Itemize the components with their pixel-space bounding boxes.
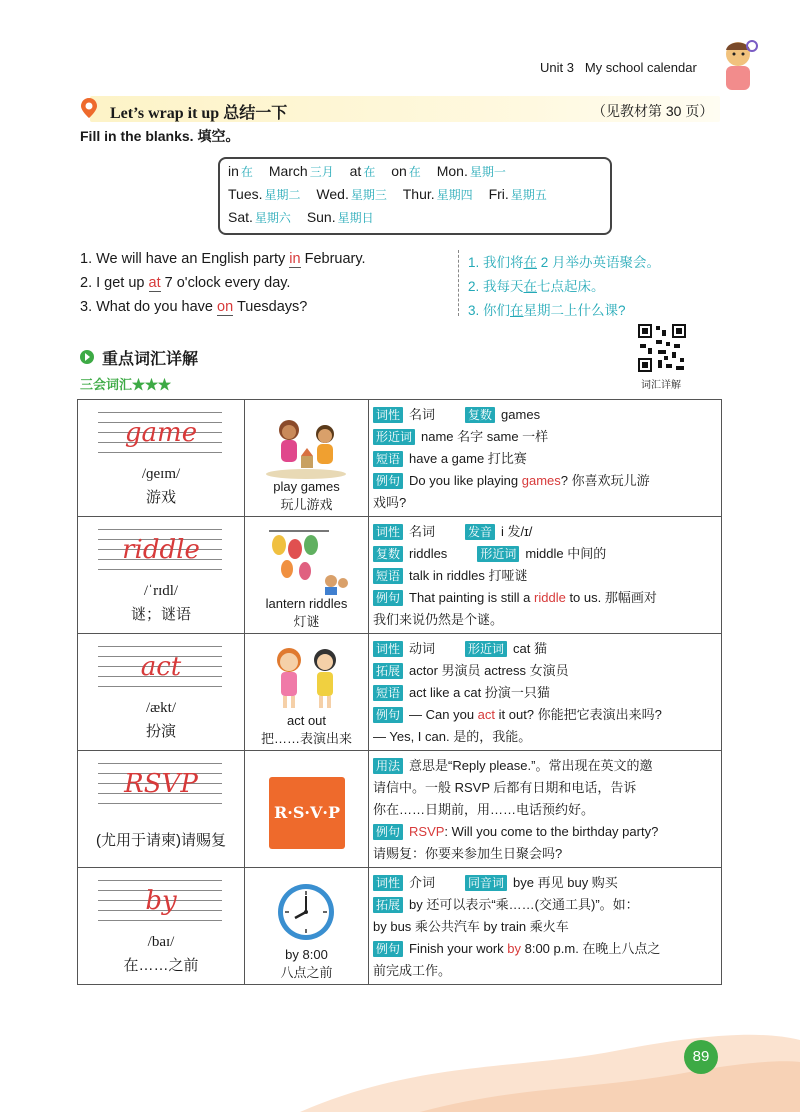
info-line (373, 609, 717, 631)
info-line (373, 799, 717, 821)
vocab-info (369, 634, 721, 750)
word-cn: 在 (240, 165, 253, 179)
info-text: games (501, 407, 541, 422)
vocab-row (78, 400, 722, 517)
word-meaning: 在……之前 (123, 957, 199, 974)
vocab-info-cell (369, 517, 722, 634)
page-number: 89 (684, 1040, 718, 1074)
info-tag: 形近词 (373, 429, 415, 445)
background-wave (0, 1000, 800, 1112)
word-cn: 在 (363, 165, 376, 179)
vocab-word-cell (78, 634, 245, 751)
sentence-text: 3. What do you have (80, 299, 218, 315)
word-item (307, 209, 374, 226)
info-tag: 短语 (373, 568, 403, 584)
word-item (391, 163, 421, 180)
info-line (373, 521, 717, 543)
word-item (489, 186, 547, 203)
info-line (373, 726, 717, 748)
word-box-row (228, 186, 602, 209)
word-meaning: 游戏 (145, 489, 176, 506)
info-tag: 短语 (373, 685, 403, 701)
translation-highlight: 在 (523, 279, 538, 294)
vocab-info-cell (369, 751, 722, 868)
pronunciation: /ækt/ (145, 700, 176, 716)
info-tag: 例句 (373, 473, 403, 489)
textbook-reference: （见教材第 30 页） (592, 103, 714, 119)
info-text: — Yes, I can. 是的，我能。 (373, 729, 532, 744)
location-pin-icon (80, 97, 98, 119)
info-text: by 还可以表示“乘……(交通工具)”。如： (409, 897, 639, 912)
picture-caption-cn: 八点之前 (280, 965, 333, 980)
vocab-word-cell (78, 751, 245, 868)
info-tag: 发音 (465, 524, 495, 540)
vocab-row (78, 868, 722, 985)
lantern-riddles-illustration (259, 525, 354, 597)
vocab-word-cell (78, 400, 245, 517)
word-box-row (228, 209, 602, 232)
example-text: 8:00 p.m. 在晚上八点之 (521, 941, 661, 956)
info-text: middle 中间的 (525, 546, 607, 561)
translation-text: 七点起床。 (537, 279, 605, 294)
picture-caption: play games (273, 479, 340, 494)
sentence-text: 2. I get up (80, 275, 149, 291)
vocab-info (369, 868, 721, 984)
word-item (403, 186, 473, 203)
info-line (373, 777, 717, 799)
word-en: Fri. (488, 186, 509, 202)
vocab-info-cell (369, 634, 722, 751)
word-box (218, 157, 612, 235)
example-text: Finish your work (409, 941, 508, 956)
word-cn: 在 (408, 165, 421, 179)
sentence-text: February. (300, 251, 366, 267)
headword: RSVP (124, 769, 198, 799)
example-keyword: riddle (534, 590, 566, 605)
info-line (373, 821, 717, 843)
word-cn: 星期一 (469, 165, 506, 179)
word-meaning: (尤用于请柬)请赐复 (96, 832, 226, 849)
word-cn: 星期五 (510, 188, 547, 202)
example-keyword: games (521, 473, 561, 488)
info-text: 戏吗? (373, 495, 407, 510)
headword: by (145, 886, 177, 916)
vocab-picture-cell (245, 400, 369, 517)
info-line (373, 682, 717, 704)
translation-highlight: 在 (510, 303, 524, 318)
section-bullet-icon (80, 350, 94, 364)
info-tag: 词性 (373, 875, 403, 891)
word-en: Mon. (436, 163, 468, 179)
vocab-row (78, 517, 722, 634)
headword: riddle (122, 535, 200, 565)
sentence-text: 1. We will have an English party (80, 251, 290, 267)
qr-code-icon[interactable] (636, 322, 688, 374)
info-text: name 名字 same 一样 (421, 429, 549, 444)
word-en: Wed. (316, 186, 349, 202)
translation-text: 1. 我们将 (468, 255, 524, 270)
vocab-picture-cell (245, 868, 369, 985)
picture-caption-cn: 把……表演出来 (260, 731, 352, 746)
word-en: Tues. (228, 186, 263, 202)
girls-acting-illustration (259, 642, 354, 714)
example-keyword: act (477, 707, 496, 722)
info-tag: 例句 (373, 707, 403, 723)
info-tag: 形近词 (465, 641, 507, 657)
example-text: : Will you come to the birthday party? (444, 824, 659, 839)
translation-text: 2. 我每天 (468, 279, 524, 294)
info-tag: 短语 (373, 451, 403, 467)
sentence-text: 7 o'clock every day. (160, 275, 291, 291)
headword: act (140, 652, 182, 682)
word-item (228, 163, 253, 180)
info-text: talk in riddles 打哑谜 (409, 568, 528, 583)
word-item (437, 163, 506, 180)
info-text: 你在……日期前，用……电话预约好。 (373, 802, 595, 817)
vocab-word-cell (78, 517, 245, 634)
answer-blank: in (289, 251, 301, 267)
info-line (373, 448, 717, 470)
info-text: 请信中。一般 RSVP 后都有日期和电话，告诉 (373, 780, 637, 795)
unit-number: Unit 3 (540, 60, 574, 75)
vocab-info (369, 517, 721, 633)
info-line (373, 638, 717, 660)
vocab-info-cell (369, 400, 722, 517)
info-line (373, 894, 717, 916)
vocab-info (369, 751, 721, 867)
info-line (373, 565, 717, 587)
rsvp-logo: R·S·V·P (269, 777, 345, 849)
fill-blanks-title: Fill in the blanks. 填空。 (80, 128, 240, 144)
info-line (373, 470, 717, 492)
info-line (373, 543, 717, 565)
info-text: 名词 (409, 524, 436, 539)
picture-caption-cn: 玩儿游戏 (280, 497, 333, 512)
example-keyword: by (507, 941, 521, 956)
word-item (269, 163, 334, 180)
info-tag: 词性 (373, 524, 403, 540)
qr-label: 词汇详解 (641, 380, 681, 391)
translation-2 (468, 275, 605, 295)
info-tag: 同音词 (465, 875, 507, 891)
word-cn: 星期六 (254, 211, 291, 225)
word-item (228, 209, 291, 226)
example-text: — Can you (409, 707, 478, 722)
info-text: actor 男演员 actress 女演员 (409, 663, 569, 678)
info-line (373, 704, 717, 726)
word-item (350, 163, 376, 180)
picture-caption: act out (286, 713, 327, 728)
answer-blank: at (148, 275, 161, 291)
word-box-row (228, 163, 602, 186)
sentence-text: Tuesdays? (233, 299, 308, 315)
answer-blank: on (217, 299, 234, 315)
example-text: ? 你喜欢玩儿游 (560, 473, 650, 488)
sentence-1 (80, 251, 366, 267)
translation-1 (468, 251, 660, 271)
info-line (373, 492, 717, 514)
word-en: March (268, 163, 308, 179)
pronunciation: /ˈrɪdl/ (143, 583, 179, 599)
example-keyword: RSVP (409, 824, 445, 839)
info-line (373, 916, 717, 938)
word-en: Sun. (306, 209, 336, 225)
info-line (373, 755, 717, 777)
word-en: Sat. (228, 209, 253, 225)
info-text: act like a cat 扮演一只猫 (409, 685, 550, 700)
vocab-row (78, 751, 722, 868)
vocab-table (77, 399, 722, 985)
sentence-2 (80, 275, 290, 291)
mascot-illustration (712, 38, 760, 96)
word-cn: 三月 (309, 165, 334, 179)
info-tag: 词性 (373, 641, 403, 657)
info-text: 请赐复：你要来参加生日聚会吗? (373, 846, 563, 861)
unit-header (540, 60, 697, 75)
info-line (373, 872, 717, 894)
info-line (373, 426, 717, 448)
info-line (373, 660, 717, 682)
word-item (228, 186, 301, 203)
example-text: Do you like playing (409, 473, 522, 488)
info-text: 介词 (409, 875, 436, 890)
info-text: 我们来说仍然是个谜。 (373, 612, 504, 627)
info-text: bye 再见 buy 购买 (513, 875, 618, 890)
info-tag: 例句 (373, 824, 403, 840)
example-text: to us. 那幅画对 (565, 590, 657, 605)
vocab-picture-cell (245, 517, 369, 634)
info-text: have a game 打比赛 (409, 451, 527, 466)
word-cn: 星期四 (436, 188, 473, 202)
divider (458, 250, 459, 316)
word-en: Thur. (402, 186, 435, 202)
vocab-word-cell (78, 868, 245, 985)
picture-caption: by 8:00 (285, 947, 328, 962)
wrap-up-title: Let’s wrap it up 总结一下 (110, 105, 288, 122)
translation-3 (468, 299, 626, 319)
section-title: 重点词汇详解 (102, 351, 199, 368)
info-text: riddles (409, 546, 448, 561)
translation-text: 3. 你们 (468, 303, 511, 318)
example-text: That painting is still a (409, 590, 535, 605)
info-line (373, 404, 717, 426)
translation-highlight: 在 (523, 255, 538, 270)
vocab-picture-cell (245, 751, 369, 868)
info-text: 名词 (409, 407, 436, 422)
info-tag: 用法 (373, 758, 403, 774)
word-en: on (391, 163, 407, 179)
pronunciation: /baɪ/ (147, 934, 175, 950)
word-cn: 星期二 (264, 188, 301, 202)
word-en: in (228, 163, 239, 179)
vocab-row (78, 634, 722, 751)
word-meaning: 谜；谜语 (130, 606, 191, 623)
word-cn: 星期日 (337, 211, 374, 225)
picture-caption: lantern riddles (265, 596, 348, 611)
info-text: 动词 (409, 641, 436, 656)
info-tag: 复数 (373, 546, 403, 562)
info-tag: 形近词 (477, 546, 519, 562)
info-text: by bus 乘公共汽车 by train 乘火车 (373, 919, 569, 934)
example-text: it out? 你能把它表演出来吗? (495, 707, 662, 722)
headword: game (124, 418, 198, 448)
info-tag: 例句 (373, 941, 403, 957)
vocab-info-cell (369, 868, 722, 985)
translation-text: 2 月举办英语聚会。 (537, 255, 661, 270)
word-cn: 星期三 (350, 188, 387, 202)
vocab-picture-cell (245, 634, 369, 751)
clock-icon (259, 876, 354, 948)
sentence-3 (80, 299, 307, 315)
pronunciation: /ɡeɪm/ (141, 466, 181, 482)
info-text: 前完成工作。 (373, 963, 452, 978)
info-line (373, 843, 717, 865)
info-line (373, 587, 717, 609)
section-subtitle: 三会词汇★★★ (80, 377, 172, 392)
word-meaning: 扮演 (145, 723, 176, 740)
info-tag: 例句 (373, 590, 403, 606)
info-text: 意思是“Reply please.”。常出现在英文的邀 (409, 758, 653, 773)
vocab-info (369, 400, 721, 516)
info-text: cat 猫 (513, 641, 548, 656)
info-tag: 复数 (465, 407, 495, 423)
translation-text: 星期二上什么课? (523, 303, 626, 318)
info-line (373, 960, 717, 982)
word-en: at (349, 163, 362, 179)
info-tag: 词性 (373, 407, 403, 423)
info-tag: 拓展 (373, 663, 403, 679)
info-text: i 发/ɪ/ (501, 524, 533, 539)
info-line (373, 938, 717, 960)
kids-playing-illustration (259, 408, 354, 480)
info-tag: 拓展 (373, 897, 403, 913)
unit-title: My school calendar (584, 60, 697, 75)
word-item (316, 186, 386, 203)
picture-caption-cn: 灯谜 (293, 614, 320, 629)
